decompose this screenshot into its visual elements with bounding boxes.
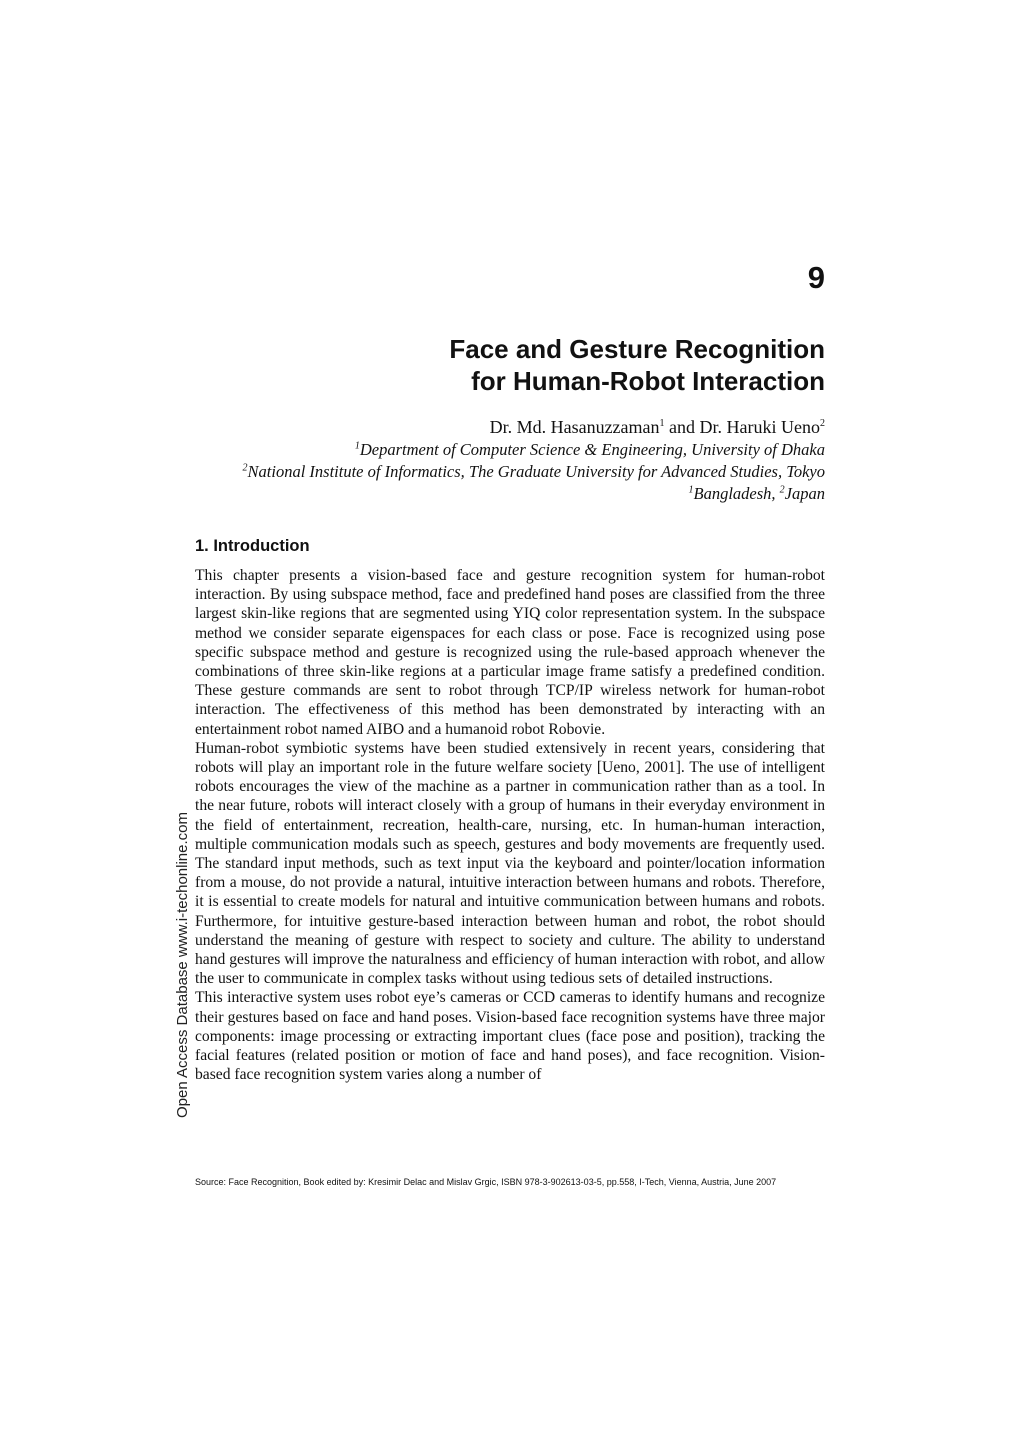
chapter-title-line-1: Face and Gesture Recognition [449, 334, 825, 364]
affiliation-countries [125, 483, 825, 505]
body-paragraph-3: This interactive system uses robot eye’s cameras or CCD cameras to identify humans and recognize their gestures based on face and hand poses. Vision-based face recognition systems have three major components: image processing or extracting important clues (face pose and position), tracking the facial features (related position or motion of face and hand poses), and face recognition. Vision-based face recognition system varies along a number of [195, 989, 825, 1084]
country-1-superscript: 1 [688, 484, 694, 496]
body-text [195, 566, 825, 1084]
affiliation-2-superscript: 2 [242, 462, 248, 474]
author-connector: and Dr. Haruki Ueno [664, 417, 820, 437]
author-block [125, 415, 825, 505]
body-paragraph-1: This chapter presents a vision-based face and gesture recognition system for human-robot interaction. By using subspace method, face and predefined hand poses are classified from the three largest skin-like regions that are segmented using YIQ color representation system. In the subspace method we consider separate eigenspaces for each class or pose. Face is recognized using pose specific subspace method and gesture is recognized using the rule-based approach whenever the combinations of three skin-like regions at a particular image frame satisfy a predefined condition. These gesture commands are sent to robot through TCP/IP wireless network for human-robot interaction. The effectiveness of this method has been demonstrated by interacting with an entertainment robot named AIBO and a humanoid robot Robovie. [195, 567, 825, 738]
affiliation-1-text: Department of Computer Science & Engineering, University of Dhaka [359, 440, 825, 459]
side-watermark: Open Access Database www.i-techonline.com [174, 812, 191, 1118]
affiliation-2 [125, 461, 825, 483]
chapter-title-line-2: for Human-Robot Interaction [471, 366, 825, 396]
country-2-text: Japan [784, 484, 825, 503]
chapter-title [305, 333, 825, 397]
affiliation-1-superscript: 1 [354, 440, 360, 452]
body-paragraph-2: Human-robot symbiotic systems have been studied extensively in recent years, considering that robots will play an important role in the future welfare society [Ueno, 2001]. The use of intelligent robots encourages the view of the machine as a partner in communication rather than as a tool. In the near future, robots will interact closely with a group of humans in their everyday environment in the field of entertainment, recreation, health-care, nursing, etc. In human-human interaction, multiple communication modals such as speech, gestures and body movements are frequently used. The standard input methods, such as text input via the keyboard and pointer/location information from a mouse, do not provide a natural, intuitive interaction between humans and robots. Therefore, it is essential to create models for natural and intuitive communication between humans and robots. Furthermore, for intuitive gesture-based interaction between human and robot, the robot should understand the meaning of gesture with respect to society and culture. The ability to understand hand gestures will improve the naturalness and efficiency of human interaction with robot, and allow the user to communicate in complex tasks without using tedious sets of detailed instructions. [195, 739, 825, 988]
affiliation-1 [125, 439, 825, 461]
author-1-name: Dr. Md. Hasanuzzaman [489, 417, 660, 437]
country-2-superscript: 2 [779, 484, 785, 496]
section-heading: 1. Introduction [195, 537, 310, 555]
affiliation-2-text: National Institute of Informatics, The Graduate University for Advanced Studies, Tokyo [247, 462, 825, 481]
chapter-number: 9 [807, 260, 825, 295]
author-1-superscript: 1 [659, 418, 665, 429]
author-names [125, 415, 825, 439]
author-2-superscript: 2 [820, 418, 825, 429]
country-1-text: Bangladesh, [693, 484, 780, 503]
source-footnote: Source: Face Recognition, Book edited by: Kresimir Delac and Mislav Grgic, ISBN 978-3-902613-03-5, pp.558, I-Tech, Vienna, Austria, June 2007 [195, 1177, 777, 1187]
